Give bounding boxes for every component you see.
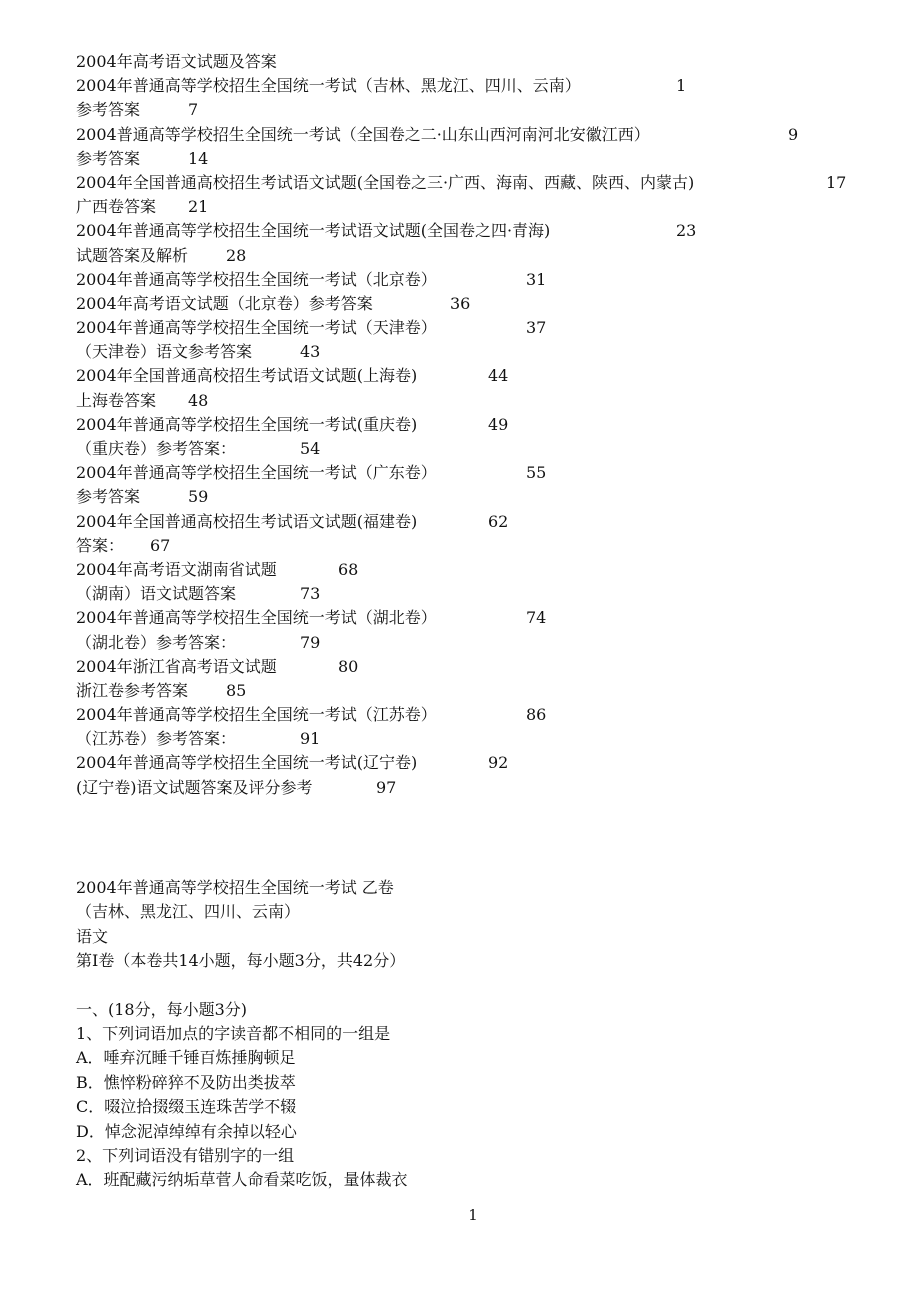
toc-entry-page: 43	[300, 342, 321, 362]
exam-regions: （吉林、黑龙江、四川、云南）	[76, 902, 301, 922]
question-1-option-b: B．憔悴粉碎猝不及防出类拔萃	[76, 1072, 296, 1092]
toc-entry-title: 2004年普通高等学校招生全国统一考试（江苏卷）	[76, 705, 437, 725]
page-number: 1	[468, 1206, 478, 1224]
toc-entry[interactable]	[76, 195, 876, 219]
toc-entry-page: 7	[188, 100, 199, 120]
toc-entry-page: 86	[526, 705, 547, 725]
toc-entry[interactable]	[76, 389, 876, 413]
toc-entry-page: 59	[188, 487, 209, 507]
table-of-contents	[76, 50, 876, 800]
toc-entry-title: 2004年全国普通高校招生考试语文试题(上海卷)	[76, 366, 418, 386]
toc-entry-title: 上海卷答案	[76, 390, 157, 410]
toc-entry[interactable]	[76, 727, 876, 751]
toc-entry-title: 2004普通高等学校招生全国统一考试（全国卷之二·山东山西河南河北安徽江西）	[76, 124, 650, 144]
toc-entry-title: 广西卷答案	[76, 197, 157, 217]
toc-entry-title: 参考答案	[76, 148, 141, 168]
toc-entry[interactable]	[76, 50, 876, 74]
toc-entry-title: 参考答案	[76, 100, 141, 120]
toc-entry-title: 2004年高考语文湖南省试题	[76, 559, 277, 579]
toc-entry[interactable]	[76, 582, 876, 606]
toc-entry-title: 2004年普通高等学校招生全国统一考试(辽宁卷)	[76, 753, 418, 773]
exam-title: 2004年普通高等学校招生全国统一考试 乙卷	[76, 878, 394, 897]
toc-entry[interactable]	[76, 413, 876, 437]
toc-entry-title: (辽宁卷)语文试题答案及评分参考	[76, 777, 313, 797]
question-1-option-a: A．唾弃沉睡千锤百炼捶胸顿足	[76, 1048, 296, 1068]
toc-entry[interactable]	[76, 510, 876, 534]
section-heading: 一、(18分，每小题3分)	[76, 999, 248, 1019]
toc-entry[interactable]	[76, 364, 876, 388]
toc-entry-title: （重庆卷）参考答案：	[76, 439, 237, 458]
toc-entry[interactable]	[76, 558, 876, 582]
toc-entry-title: （江苏卷）参考答案：	[76, 729, 237, 749]
toc-entry-title: （湖北卷）参考答案：	[76, 632, 237, 652]
toc-entry-title: 试题答案及解析	[76, 245, 189, 265]
toc-entry-page: 79	[300, 632, 321, 652]
toc-entry-title: 2004年普通高等学校招生全国统一考试（广东卷）	[76, 463, 437, 483]
toc-entry-page: 91	[300, 729, 321, 749]
toc-entry-page: 17	[826, 172, 847, 192]
exam-section	[76, 876, 876, 1193]
toc-entry[interactable]	[76, 751, 876, 775]
question-2-option-a: A．班配藏污纳垢草菅人命看菜吃饭，量体裁衣	[76, 1170, 408, 1190]
toc-entry-title: （湖南）语文试题答案	[76, 584, 237, 604]
toc-entry[interactable]	[76, 437, 876, 461]
toc-entry[interactable]	[76, 655, 876, 679]
part-heading: 第Ⅰ卷（本卷共14小题，每小题3分，共42分）	[76, 951, 406, 971]
exam-subject: 语文	[76, 926, 109, 946]
toc-entry-title: 2004年高考语文试题（北京卷）参考答案	[76, 293, 373, 313]
toc-entry-page: 62	[488, 511, 509, 531]
question-1-option-d: D．悼念泥淖绰绰有余掉以轻心	[76, 1121, 297, 1141]
question-1-option-c: C．啜泣拾掇缀玉连珠苦学不辍	[76, 1097, 297, 1117]
question-2-stem: 2、下列词语没有错别字的一组	[76, 1145, 295, 1165]
question-1-stem: 1、下列词语加点的字读音都不相同的一组是	[76, 1023, 391, 1043]
toc-entry-title: 2004年普通高等学校招生全国统一考试（北京卷）	[76, 269, 437, 289]
toc-entry-page: 74	[526, 608, 547, 628]
toc-entry[interactable]	[76, 244, 876, 268]
toc-entry[interactable]	[76, 461, 876, 485]
toc-entry[interactable]	[76, 171, 876, 195]
toc-entry-title: 2004年普通高等学校招生全国统一考试（天津卷）	[76, 318, 437, 338]
toc-entry-page: 9	[788, 124, 799, 144]
toc-entry-title: 答案：	[76, 535, 125, 555]
toc-entry-page: 28	[226, 245, 247, 265]
toc-entry-title: 2004年普通高等学校招生全国统一考试（湖北卷）	[76, 608, 437, 628]
toc-entry-title: 2004年全国普通高校招生考试语文试题(福建卷)	[76, 511, 418, 531]
toc-entry-page: 68	[338, 559, 359, 579]
toc-entry[interactable]	[76, 340, 876, 364]
toc-entry-page: 1	[676, 76, 687, 96]
toc-entry-page: 54	[300, 439, 321, 458]
toc-entry-page: 80	[338, 656, 359, 676]
toc-entry-title: 2004年高考语文试题及答案	[76, 52, 277, 71]
toc-entry[interactable]	[76, 776, 876, 800]
toc-entry-title: 2004年浙江省高考语文试题	[76, 656, 277, 676]
toc-entry-page: 97	[376, 777, 397, 797]
toc-entry-page: 85	[226, 680, 247, 700]
toc-entry-page: 55	[526, 463, 547, 483]
toc-entry-title: 2004年普通高等学校招生全国统一考试（吉林、黑龙江、四川、云南）	[76, 76, 581, 96]
toc-entry[interactable]	[76, 74, 876, 98]
toc-entry[interactable]	[76, 631, 876, 655]
toc-entry-page: 67	[150, 535, 171, 555]
toc-entry[interactable]	[76, 98, 876, 122]
toc-entry-page: 37	[526, 318, 547, 338]
toc-entry-page: 14	[188, 148, 209, 168]
toc-entry-page: 92	[488, 753, 509, 773]
toc-entry[interactable]	[76, 485, 876, 509]
toc-entry[interactable]	[76, 534, 876, 558]
toc-entry-page: 23	[676, 221, 697, 241]
toc-entry-title: 浙江卷参考答案	[76, 680, 189, 700]
toc-entry-page: 21	[188, 197, 209, 217]
toc-entry-page: 36	[450, 293, 471, 313]
toc-entry[interactable]	[76, 268, 876, 292]
toc-entry-page: 31	[526, 269, 547, 289]
toc-entry-page: 48	[188, 390, 209, 410]
toc-entry[interactable]	[76, 316, 876, 340]
toc-entry[interactable]	[76, 679, 876, 703]
toc-entry-page: 73	[300, 584, 321, 604]
toc-entry[interactable]	[76, 123, 876, 147]
toc-entry-title: 2004年普通高等学校招生全国统一考试语文试题(全国卷之四·青海)	[76, 221, 551, 241]
toc-entry-title: （天津卷）语文参考答案	[76, 342, 253, 362]
toc-entry[interactable]	[76, 606, 876, 630]
toc-entry[interactable]	[76, 147, 876, 171]
toc-entry-page: 49	[488, 414, 509, 434]
toc-entry-page: 44	[488, 366, 509, 386]
blank-line	[76, 974, 876, 998]
toc-entry[interactable]	[76, 219, 876, 243]
toc-entry[interactable]	[76, 292, 876, 316]
toc-entry-title: 2004年全国普通高校招生考试语文试题(全国卷之三·广西、海南、西藏、陕西、内蒙古)	[76, 172, 695, 192]
toc-entry[interactable]	[76, 703, 876, 727]
toc-entry-title: 2004年普通高等学校招生全国统一考试(重庆卷)	[76, 414, 418, 434]
toc-entry-title: 参考答案	[76, 487, 141, 507]
